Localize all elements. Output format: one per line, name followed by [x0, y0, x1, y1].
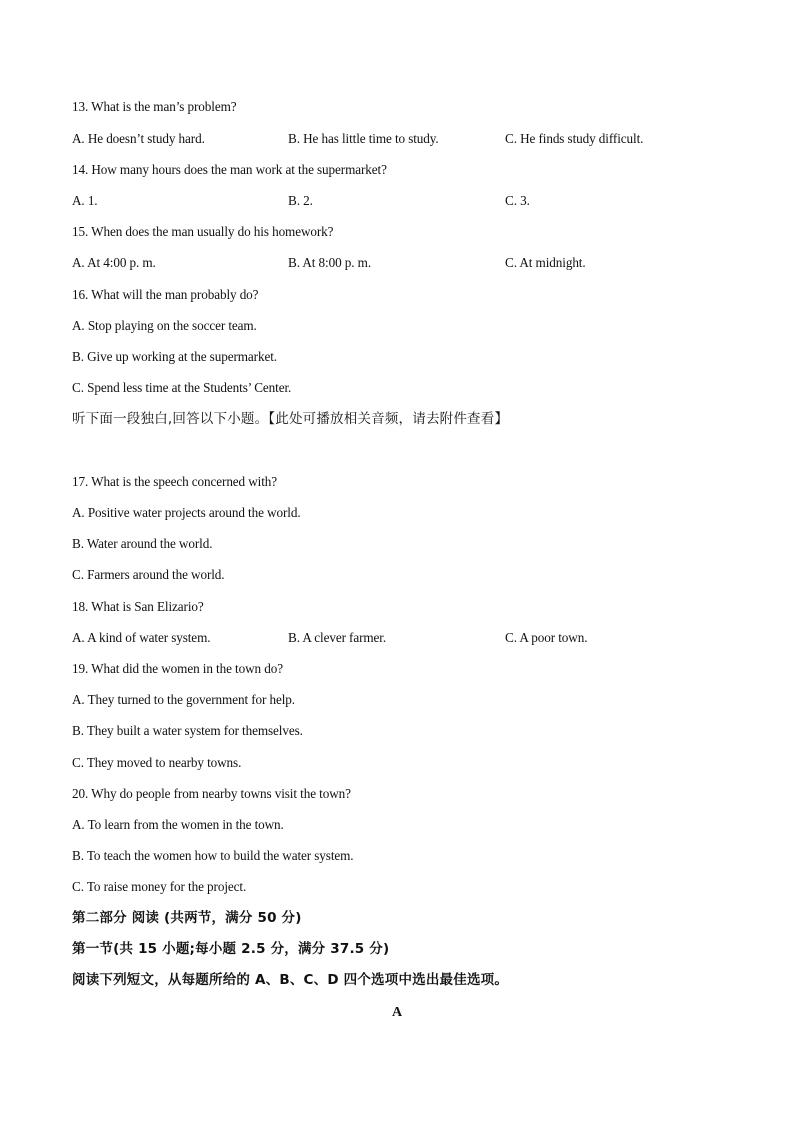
- question-20-stem: 20. Why do people from nearby towns visit the town?: [72, 786, 351, 801]
- question-20-option-c: C. To raise money for the project.: [72, 879, 247, 894]
- monologue-instruction: 听下面一段独白,回答以下小题。【此处可播放相关音频，请去附件查看】: [72, 411, 509, 427]
- question-13-option-a: A. He doesn’t study hard.: [72, 131, 205, 146]
- question-13-option-c: C. He finds study difficult.: [505, 131, 644, 146]
- question-19-stem: 19. What did the women in the town do?: [72, 661, 283, 676]
- question-17-option-a: A. Positive water projects around the world.: [72, 505, 301, 520]
- question-18-option-c: C. A poor town.: [505, 630, 588, 645]
- passage-label: A: [391, 1005, 403, 1020]
- question-15-option-b: B. At 8:00 p. m.: [288, 255, 372, 270]
- question-18-option-a: A. A kind of water system.: [72, 630, 211, 645]
- question-13-stem: 13. What is the man’s problem?: [72, 99, 237, 114]
- question-20-option-b: B. To teach the women how to build the water system.: [72, 848, 354, 863]
- question-18-option-b: B. A clever farmer.: [288, 630, 387, 645]
- question-14-stem: 14. How many hours does the man work at the supermarket?: [72, 162, 387, 177]
- question-14-option-c: C. 3.: [505, 193, 530, 208]
- question-16-option-b: B. Give up working at the supermarket.: [72, 349, 277, 364]
- question-16-option-a: A. Stop playing on the soccer team.: [72, 318, 257, 333]
- part-two-title: 第二部分 阅读 (共两节，满分 50 分): [72, 910, 302, 926]
- question-14-option-b: B. 2.: [288, 193, 313, 208]
- section-one-heading: 第一节(共 15 小题;每小题 2.5 分，满分 37.5 分): [72, 941, 390, 957]
- question-19-option-a: A. They turned to the government for help.: [72, 692, 295, 707]
- question-17-option-c: C. Farmers around the world.: [72, 567, 225, 582]
- question-17-option-b: B. Water around the world.: [72, 536, 213, 551]
- question-19-option-c: C. They moved to nearby towns.: [72, 755, 242, 770]
- question-19-option-b: B. They built a water system for themselves.: [72, 723, 303, 738]
- question-14-option-a: A. 1.: [72, 193, 98, 208]
- question-16-option-c: C. Spend less time at the Students’ Center.: [72, 380, 292, 395]
- question-18-stem: 18. What is San Elizario?: [72, 599, 204, 614]
- question-16-stem: 16. What will the man probably do?: [72, 287, 259, 302]
- question-15-option-a: A. At 4:00 p. m.: [72, 255, 156, 270]
- question-13-option-b: B. He has little time to study.: [288, 131, 439, 146]
- question-17-stem: 17. What is the speech concerned with?: [72, 474, 278, 489]
- question-15-stem: 15. When does the man usually do his homework?: [72, 224, 334, 239]
- question-20-option-a: A. To learn from the women in the town.: [72, 817, 284, 832]
- question-15-option-c: C. At midnight.: [505, 255, 586, 270]
- reading-instruction: 阅读下列短文，从每题所给的 A、B、C、D 四个选项中选出最佳选项。: [72, 972, 509, 988]
